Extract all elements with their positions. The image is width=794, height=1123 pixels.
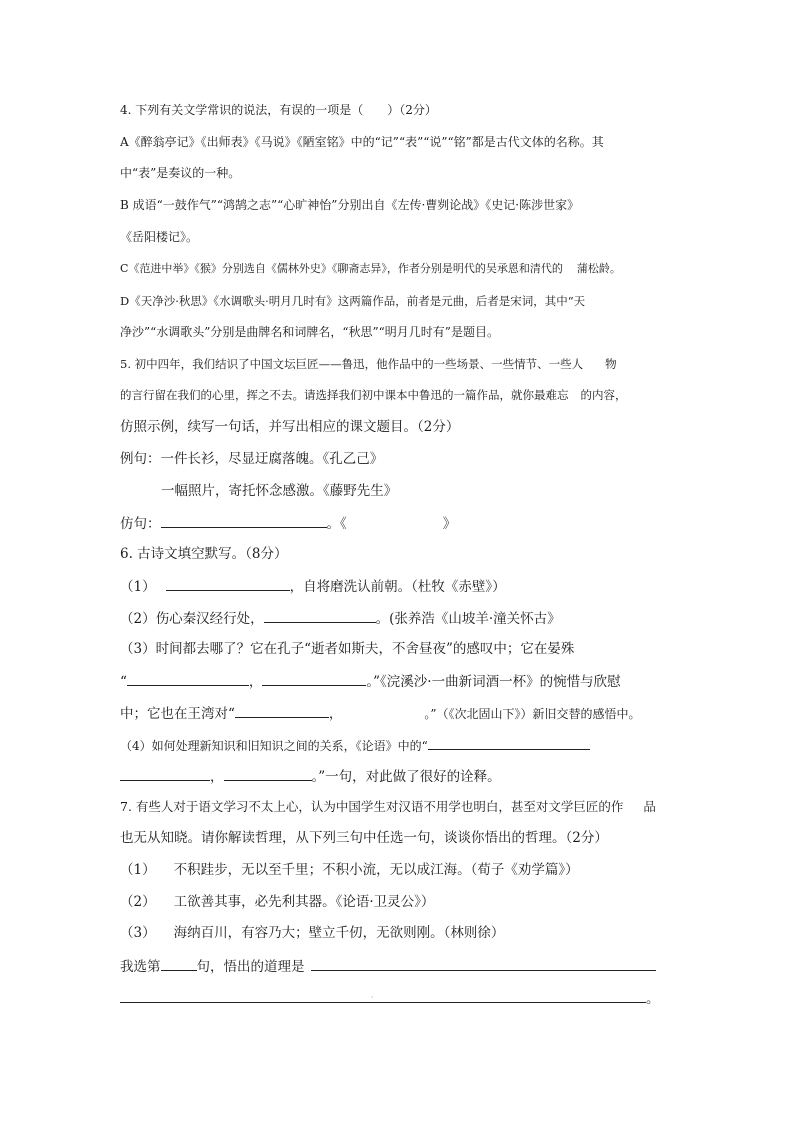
q7-option-2-num: （2） [120,894,156,910]
q6-item-2 [120,607,561,629]
q7-answer-end: 。 [646,991,660,1007]
q5-imitation-end: 》 [442,516,457,532]
q5-example-1-text: 一件长衫，尽显迂腐落魄。《孔乙己》 [160,451,384,467]
q6-item-2-blank[interactable] [264,607,376,623]
q5-stem-line2 [120,385,627,405]
q6-item-2-pre: （2）伤心秦汉经行处， [120,611,264,627]
q7-option-2-text: 工欲善其事，必先利其器。《论语·卫灵公》） [173,894,435,910]
q5-stem-line3: 仿照示例，续写一句话，并写出相应的课文题目。（2分） [120,419,460,435]
q7-answer-line2 [120,987,660,1009]
q5-imitation-mid: 。《 [326,516,347,532]
q7-stem-line1 [120,797,656,817]
q7-answer-blank-2[interactable] [120,987,646,1003]
q6-item-4-blank-3[interactable] [224,765,312,781]
q5-example-2: 一幅照片，寄托怀念感激。《藤野先生》 [161,483,398,499]
q4-option-a-line1: A《醉翁亭记》《出师表》《马说》《陋室铭》中的“记”“表”“说”“铭”都是古代文体的名称。其 [120,135,604,149]
q5-example-label: 例句： [120,451,161,467]
q7-option-1-text: 不积跬步，无以至千里；不积小流，无以成江海。（荀子《劝学篇》） [173,862,579,878]
q6-item-1-blank[interactable] [166,575,290,591]
q6-item-3-line3-pre: 中；它也在王湾对“ [120,706,235,722]
q7-option-3-num: （3） [120,925,156,941]
q7-answer-pre: 我选第 [120,959,161,975]
q6-item-4-blank-1[interactable] [428,734,590,750]
q4-option-a-line2: 中“表”是奏议的一种。 [120,166,241,180]
q6-item-3-line2 [120,670,621,692]
q6-item-3-blank-3[interactable] [235,702,329,718]
q6-item-4-line2 [120,765,501,787]
q6-item-3-line3-comma: ， [328,706,343,722]
q4-option-c-text: C《范进中举》《猴》分别选自《儒林外史》《聊斋志异》，作者分别是明代的吴承恩和清代的 [120,262,563,275]
q6-item-4-line1 [120,734,590,756]
q7-option-3-text: 海纳百川，有容乃大；壁立千仞，无欲则刚。（林则徐） [173,925,505,941]
q7-option-1 [120,860,579,880]
q5-example-1 [120,449,383,469]
q5-imitation [120,512,456,534]
q4-option-c-text-end: 蒲松龄。 [576,262,621,275]
q4-stem: 4. 下列有关文学常识的说法，有误的一项是（ ）（2分） [120,103,437,117]
q6-item-4-comma: ， [210,769,224,785]
q7-option-3 [120,923,504,943]
q6-item-1 [120,575,506,597]
q6-item-3-blank-1[interactable] [127,670,249,686]
q7-answer-number-blank[interactable] [161,955,197,971]
q5-stem-line2-text: 的言行留在我们的心里，挥之不去。请选择我们初中课本中鲁迅的一篇作品，就你最难忘 [120,388,569,402]
q6-item-3-line2-post: 。”《浣溪沙·一曲新词酒一杯》的惋惜与欣慰 [366,674,621,690]
q7-option-1-num: （1） [120,862,156,878]
q5-imitation-label: 仿句： [120,516,161,532]
q7-stem-line1-text: 7. 有些人对于语文学习不太上心，认为中国学生对汉语不用学也明白，甚至对文学巨匠的作 [120,799,624,814]
q7-answer-blank-1[interactable] [311,955,656,971]
q6-item-3-comma: ， [248,674,263,690]
q7-stem-line2: 也无从知晓。请你解读哲理，从下列三句中任选一句，谈谈你悟出的哲理。（2分） [120,830,608,846]
q6-item-3-line3-post: 。”（《次北固山下》）新旧交替的感悟中。 [424,707,641,721]
q6-item-3-line3 [120,702,641,724]
q4-option-d-line1: D《天净沙·秋思》《水调歌头·明月几时有》这两篇作品，前者是元曲，后者是宋词，其中“天 [120,294,586,308]
q5-stem-line1-end: 物 [605,357,617,371]
q6-item-2-post: 。(张养浩《山坡羊·潼关怀古》 [375,611,561,627]
q4-option-c [120,259,621,279]
q6-item-1-text: ，自将磨洗认前朝。（杜牧《赤壁》） [289,579,506,595]
q6-item-3-blank-2[interactable] [262,670,366,686]
q7-stem-line1-end: 品 [643,799,656,814]
q7-answer-mid: 句，悟出的道理是 [196,959,305,975]
q4-option-b-line1: B 成语“一鼓作气”“鸿鹄之志”“心旷神怡”分别出自《左传·曹刿论战》《史记·陈涉世家》 [120,198,580,212]
q6-item-4-blank-2[interactable] [120,765,210,781]
q7-option-2 [120,892,434,912]
q4-option-d-line2: 净沙”“水调歌头”分别是曲牌名和词牌名，“秋思”“明月几时有”是题目。 [120,325,499,339]
q4-option-b-line2: 《岳阳楼记》。 [120,230,199,244]
q5-stem-line2-end: 的内容， [580,388,627,402]
q5-stem-line1-text: 5. 初中四年，我们结识了中国文坛巨匠——鲁迅，他作品中的一些场景、一些情节、一些人 [120,357,584,371]
q7-answer-line1 [120,955,656,977]
q6-item-4-text: （4）如何处理新知识和旧知识之间的关系，《论语》中的“ [120,739,428,753]
q6-item-3-open-quote: “ [120,674,127,690]
scan-dot: · [371,993,374,1002]
q6-item-4-post: 。”一句，对此做了很好的诠释。 [311,769,501,785]
q5-imitation-blank[interactable] [161,512,327,528]
q5-stem-line1 [120,354,617,374]
q6-item-1-num: （1） [120,579,156,595]
q6-stem: 6. 古诗文填空默写。（8分） [120,546,288,562]
q6-item-3-line1: （3）时间都去哪了？它在孔子“逝者如斯夫，不舍昼夜”的感叹中；它在晏殊 [120,641,575,657]
